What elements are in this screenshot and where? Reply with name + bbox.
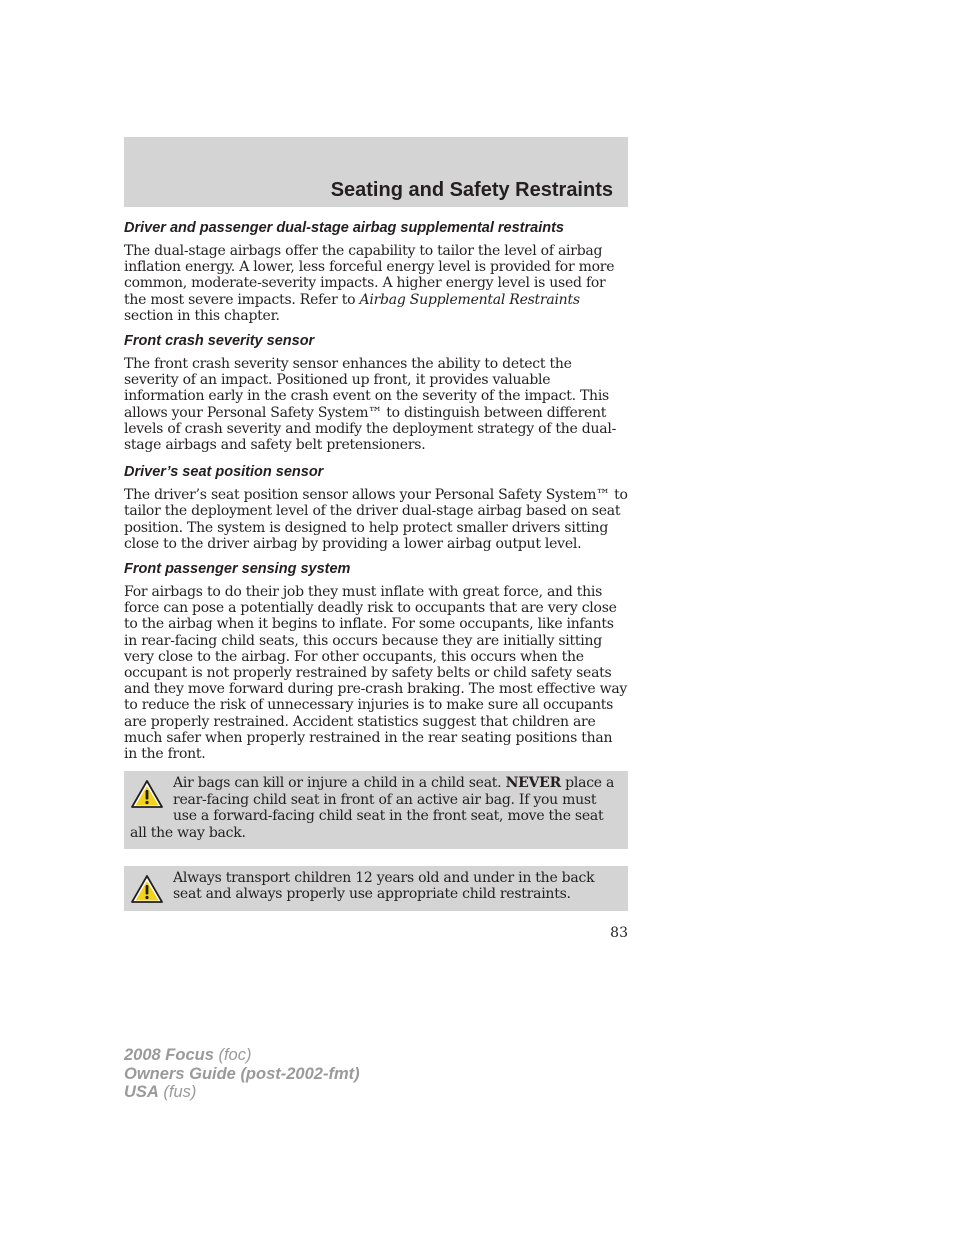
section-title-dual-stage: Driver and passenger dual-stage airbag supplemental restraints bbox=[124, 220, 564, 236]
footer-market-line bbox=[124, 1083, 360, 1102]
body-text: section in this chapter. bbox=[124, 307, 280, 324]
chapter-title: Seating and Safety Restraints bbox=[330, 179, 613, 201]
warning-text: Always transport children 12 years old and under in the back seat and always properly use appropriate child restraints. bbox=[173, 869, 595, 903]
warning-text: Air bags can kill or injure a child in a child seat. bbox=[173, 775, 506, 792]
page-number: 83 bbox=[610, 925, 628, 941]
footer-market-code: (fus) bbox=[158, 1083, 197, 1101]
section-body-seat-sensor: The driver’s seat position sensor allows your Personal Safety System™ to tailor the deployment level of the driver dual-stage airbag based on seat position. The system is designed to help protect smaller drivers sitting close to the driver airbag by providing a lower airbag output level. bbox=[124, 487, 628, 552]
page-content bbox=[124, 218, 628, 911]
section-body-dual-stage bbox=[124, 243, 628, 324]
footer-guide-line: Owners Guide (post-2002-fmt) bbox=[124, 1064, 360, 1083]
cross-reference: Airbag Supplemental Restraints bbox=[359, 291, 580, 308]
chapter-header-band bbox=[124, 137, 628, 207]
document-footer bbox=[124, 1046, 360, 1102]
section-title-crash-sensor: Front crash severity sensor bbox=[124, 333, 315, 350]
warning-box-child-seat bbox=[124, 771, 628, 848]
section-title-seat-sensor: Driver’s seat position sensor bbox=[124, 464, 324, 481]
warning-triangle-icon bbox=[130, 874, 164, 904]
section-body-passenger-sensing: For airbags to do their job they must inflate with great force, and this force can pose a potentially deadly risk to occupants that are very close to the airbag when it begins to inflate. For some occupants, like infants in rear-facing child seats, this occurs because they are initially sitting very close to the airbag. For other occupants, this occurs when the occupant is not properly restrained by safety belts or child safety seats and they move forward during pre-crash braking. The most effective way to reduce the risk of unnecessary injuries is to make sure all occupants are properly restrained. Accident statistics suggest that children are much safer when properly restrained in the rear seating positions than in the front. bbox=[124, 584, 628, 763]
warning-box-children-back-seat bbox=[124, 866, 628, 911]
warning-emphasis: NEVER bbox=[505, 775, 561, 792]
warning-triangle-icon bbox=[130, 779, 164, 809]
section-title-passenger-sensing: Front passenger sensing system bbox=[124, 561, 351, 578]
body-text: The dual-stage airbags offer the capability to tailor the level of airbag inflation energy. A lower, less forceful energy level is provided for more common, moderate-severity impacts. A higher energy level is used for the most severe impacts. Refer to bbox=[124, 243, 615, 308]
footer-market: USA bbox=[124, 1083, 159, 1101]
footer-model: 2008 Focus bbox=[124, 1046, 214, 1064]
warning-text: place a rear-facing child seat in front of an active air bag. If you must use a forward-facing child seat in the front seat, move the seat all the way back. bbox=[130, 775, 615, 842]
footer-model-line bbox=[124, 1046, 360, 1065]
section-body-crash-sensor: The front crash severity sensor enhances the ability to detect the severity of an impact. Positioned up front, it provides valuable information early in the crash event on the severity of the impact. This allows your Personal Safety System™ to distinguish between different levels of crash severity and modify the deployment strategy of the dual-stage airbags and safety belt pretensioners. bbox=[124, 356, 617, 454]
footer-model-code: (foc) bbox=[213, 1046, 252, 1064]
